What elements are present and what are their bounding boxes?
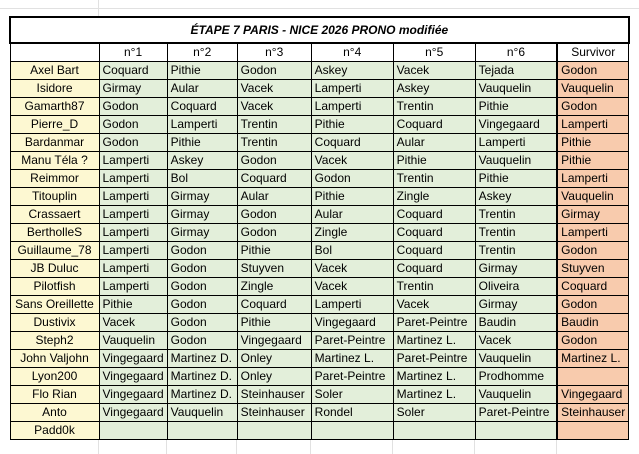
pick-cell[interactable]: Vingegaard: [237, 332, 311, 350]
pick-cell[interactable]: Lamperti: [311, 80, 393, 98]
pick-cell[interactable]: Tejada: [475, 62, 557, 80]
player-name-cell[interactable]: Pilotfish: [10, 278, 99, 296]
pick-cell[interactable]: Martinez L.: [393, 368, 475, 386]
gridline: [310, 440, 311, 454]
pick-cell[interactable]: Pithie: [167, 134, 237, 152]
pick-cell[interactable]: [237, 422, 311, 440]
survivor-cell[interactable]: Girmay: [557, 206, 629, 224]
table-row: [10, 134, 629, 152]
player-name-cell[interactable]: Gamarth87: [10, 98, 99, 116]
pick-cell[interactable]: Trentin: [393, 98, 475, 116]
pick-cell[interactable]: Zingle: [393, 188, 475, 206]
table-row: [10, 260, 629, 278]
player-name-cell[interactable]: JB Duluc: [10, 260, 99, 278]
player-name-cell[interactable]: BertholleS: [10, 224, 99, 242]
pick-cell[interactable]: Vacek: [475, 332, 557, 350]
table-row: [10, 242, 629, 260]
pick-cell[interactable]: Vacek: [311, 260, 393, 278]
pick-cell[interactable]: Vingegaard: [99, 404, 167, 422]
table-row: [10, 422, 629, 440]
pick-cell[interactable]: Vauquelin: [475, 386, 557, 404]
pick-cell[interactable]: Onley: [237, 350, 311, 368]
pick-cell[interactable]: Aular: [237, 188, 311, 206]
pick-cell[interactable]: Martinez D.: [167, 368, 237, 386]
pick-cell[interactable]: Vingegaard: [475, 116, 557, 134]
survivor-cell[interactable]: Steinhauser: [557, 404, 629, 422]
pick-cell[interactable]: [167, 422, 237, 440]
pick-cell[interactable]: Vauquelin: [167, 404, 237, 422]
gridline: [0, 8, 639, 9]
pick-cell[interactable]: Godon: [311, 170, 393, 188]
pick-cell[interactable]: Coquard: [393, 260, 475, 278]
header-cell-pick-1[interactable]: n°1: [99, 43, 167, 62]
player-name-cell[interactable]: Anto: [10, 404, 99, 422]
pick-cell[interactable]: Baudin: [475, 314, 557, 332]
header-cell-pick-4[interactable]: n°4: [311, 43, 393, 62]
pick-cell[interactable]: Godon: [167, 314, 237, 332]
pick-cell[interactable]: Coquard: [393, 242, 475, 260]
player-name-cell[interactable]: Guillaume_78: [10, 242, 99, 260]
survivor-cell[interactable]: Coquard: [557, 278, 629, 296]
pick-cell[interactable]: Godon: [167, 242, 237, 260]
player-name-cell[interactable]: Lyon200: [10, 368, 99, 386]
pick-cell[interactable]: Coquard: [237, 170, 311, 188]
pick-cell[interactable]: Pithie: [311, 116, 393, 134]
pick-cell[interactable]: Martinez D.: [167, 386, 237, 404]
pick-cell[interactable]: Trentin: [237, 116, 311, 134]
player-name-cell[interactable]: Isidore: [10, 80, 99, 98]
pick-cell[interactable]: Godon: [237, 224, 311, 242]
pick-cell[interactable]: Godon: [167, 332, 237, 350]
player-name-cell[interactable]: John Valjohn: [10, 350, 99, 368]
pick-cell[interactable]: Girmay: [99, 80, 167, 98]
pick-cell[interactable]: Pithie: [475, 98, 557, 116]
pick-cell[interactable]: Lamperti: [167, 116, 237, 134]
pick-cell[interactable]: Girmay: [475, 296, 557, 314]
survivor-cell[interactable]: Godon: [557, 62, 629, 80]
pick-cell[interactable]: Lamperti: [99, 188, 167, 206]
survivor-cell[interactable]: [557, 422, 629, 440]
pick-cell[interactable]: Lamperti: [311, 98, 393, 116]
player-name-cell[interactable]: Crassaert: [10, 206, 99, 224]
pick-cell[interactable]: Lamperti: [99, 152, 167, 170]
pick-cell[interactable]: Martinez D.: [167, 350, 237, 368]
pick-cell[interactable]: Vacek: [311, 152, 393, 170]
pick-cell[interactable]: Stuyven: [237, 260, 311, 278]
survivor-cell[interactable]: Godon: [557, 332, 629, 350]
pick-cell[interactable]: Paret-Peintre: [311, 332, 393, 350]
pick-cell[interactable]: Girmay: [475, 260, 557, 278]
pick-cell[interactable]: Vingegaard: [99, 368, 167, 386]
pick-cell[interactable]: Vacek: [237, 80, 311, 98]
table-row: [10, 332, 629, 350]
table-row: [10, 188, 629, 206]
pick-cell[interactable]: Lamperti: [99, 260, 167, 278]
pick-cell[interactable]: Aular: [311, 206, 393, 224]
pick-cell[interactable]: Martinez L.: [393, 332, 475, 350]
survivor-cell[interactable]: Pithie: [557, 134, 629, 152]
pick-cell[interactable]: Lamperti: [99, 224, 167, 242]
title-row: [10, 17, 629, 43]
table-row: [10, 386, 629, 404]
table-row: [10, 278, 629, 296]
pick-cell[interactable]: Paret-Peintre: [393, 314, 475, 332]
player-name-cell[interactable]: Padd0k: [10, 422, 99, 440]
pick-cell[interactable]: Oliveira: [475, 278, 557, 296]
pick-cell[interactable]: Bol: [167, 170, 237, 188]
table-row: [10, 296, 629, 314]
header-row: [10, 43, 629, 62]
pick-cell[interactable]: Paret-Peintre: [475, 404, 557, 422]
pick-cell[interactable]: Askey: [393, 80, 475, 98]
pick-cell[interactable]: Lamperti: [99, 242, 167, 260]
survivor-cell[interactable]: Vingegaard: [557, 386, 629, 404]
pick-cell[interactable]: Godon: [167, 260, 237, 278]
gridline: [556, 440, 557, 454]
header-cell-pick-6[interactable]: n°6: [475, 43, 557, 62]
pick-cell[interactable]: [311, 422, 393, 440]
player-name-cell[interactable]: Pierre_D: [10, 116, 99, 134]
pick-cell[interactable]: Trentin: [393, 170, 475, 188]
pick-cell[interactable]: Girmay: [167, 188, 237, 206]
pick-cell[interactable]: Pithie: [475, 170, 557, 188]
pick-cell[interactable]: Coquard: [393, 206, 475, 224]
player-name-cell[interactable]: Flo Rian: [10, 386, 99, 404]
pick-cell[interactable]: Pithie: [237, 242, 311, 260]
pick-cell[interactable]: Godon: [237, 152, 311, 170]
player-name-cell[interactable]: Steph2: [10, 332, 99, 350]
pick-cell[interactable]: Trentin: [475, 224, 557, 242]
table-row: [10, 170, 629, 188]
player-name-cell[interactable]: Bardanmar: [10, 134, 99, 152]
pick-cell[interactable]: Steinhauser: [237, 404, 311, 422]
header-cell-pick-5[interactable]: n°5: [393, 43, 475, 62]
table-row: [10, 206, 629, 224]
pick-cell[interactable]: Askey: [167, 152, 237, 170]
table-row: [10, 224, 629, 242]
gridline: [474, 440, 475, 454]
player-name-cell[interactable]: Titouplin: [10, 188, 99, 206]
pick-cell[interactable]: Vacek: [393, 62, 475, 80]
pick-cell[interactable]: Martinez L.: [393, 386, 475, 404]
pick-cell[interactable]: Trentin: [475, 206, 557, 224]
survivor-cell[interactable]: Lamperti: [557, 116, 629, 134]
pick-cell[interactable]: Lamperti: [475, 134, 557, 152]
survivor-cell[interactable]: Baudin: [557, 314, 629, 332]
pick-cell[interactable]: Paret-Peintre: [393, 350, 475, 368]
table-row: [10, 98, 629, 116]
table-body: [10, 17, 629, 440]
pick-cell[interactable]: Trentin: [393, 278, 475, 296]
pick-cell[interactable]: Vingegaard: [311, 314, 393, 332]
survivor-cell[interactable]: Godon: [557, 98, 629, 116]
pick-cell[interactable]: Lamperti: [99, 278, 167, 296]
pick-cell[interactable]: Paret-Peintre: [311, 368, 393, 386]
survivor-cell[interactable]: Stuyven: [557, 260, 629, 278]
gridline: [166, 440, 167, 454]
header-cell-pick-2[interactable]: n°2: [167, 43, 237, 62]
pick-cell[interactable]: Godon: [167, 278, 237, 296]
pick-cell[interactable]: Trentin: [475, 242, 557, 260]
pick-cell[interactable]: Soler: [393, 404, 475, 422]
pick-cell[interactable]: Pithie: [237, 314, 311, 332]
player-name-cell[interactable]: Sans Oreillette: [10, 296, 99, 314]
pick-cell[interactable]: Lamperti: [99, 170, 167, 188]
pick-cell[interactable]: Godon: [99, 116, 167, 134]
player-name-cell[interactable]: Dustivix: [10, 314, 99, 332]
pick-cell[interactable]: Vacek: [99, 314, 167, 332]
pick-cell[interactable]: Coquard: [99, 62, 167, 80]
table-row: [10, 80, 629, 98]
pick-cell[interactable]: Coquard: [311, 134, 393, 152]
pick-cell[interactable]: Rondel: [311, 404, 393, 422]
pick-cell[interactable]: Prodhomme: [475, 368, 557, 386]
pick-cell[interactable]: Trentin: [237, 134, 311, 152]
pick-cell[interactable]: Pithie: [167, 62, 237, 80]
pick-cell[interactable]: Onley: [237, 368, 311, 386]
survivor-cell[interactable]: Pithie: [557, 152, 629, 170]
gridline: [236, 440, 237, 454]
pick-cell[interactable]: Steinhauser: [237, 386, 311, 404]
table-row: [10, 314, 629, 332]
pick-cell[interactable]: Bol: [311, 242, 393, 260]
survivor-cell[interactable]: Lamperti: [557, 224, 629, 242]
pick-cell[interactable]: Godon: [237, 62, 311, 80]
pick-cell[interactable]: Martinez L.: [311, 350, 393, 368]
pick-cell[interactable]: Vacek: [237, 98, 311, 116]
pick-cell[interactable]: Vingegaard: [99, 350, 167, 368]
pick-cell[interactable]: Vauquelin: [99, 332, 167, 350]
pick-cell[interactable]: [475, 422, 557, 440]
pick-cell[interactable]: Aular: [393, 134, 475, 152]
pick-cell[interactable]: Coquard: [393, 116, 475, 134]
pick-cell[interactable]: Pithie: [311, 188, 393, 206]
survivor-cell[interactable]: Martinez L.: [557, 350, 629, 368]
gridline: [98, 440, 99, 454]
pick-cell[interactable]: Vauquelin: [475, 152, 557, 170]
pick-cell[interactable]: Askey: [311, 62, 393, 80]
table-row: [10, 152, 629, 170]
pick-cell[interactable]: Zingle: [311, 224, 393, 242]
survivor-cell[interactable]: Vauquelin: [557, 188, 629, 206]
pick-cell[interactable]: Godon: [99, 98, 167, 116]
pick-cell[interactable]: Zingle: [237, 278, 311, 296]
table-row: [10, 116, 629, 134]
table-row: [10, 350, 629, 368]
pick-cell[interactable]: Godon: [167, 296, 237, 314]
pick-cell[interactable]: Pithie: [99, 296, 167, 314]
pick-cell[interactable]: Vingegaard: [99, 386, 167, 404]
pick-cell[interactable]: Godon: [237, 206, 311, 224]
pick-cell[interactable]: Lamperti: [99, 206, 167, 224]
survivor-cell[interactable]: [557, 368, 629, 386]
table-row: [10, 368, 629, 386]
pick-cell[interactable]: Vacek: [393, 296, 475, 314]
table-row: [10, 62, 629, 80]
pick-cell[interactable]: Aular: [167, 80, 237, 98]
pick-cell[interactable]: Girmay: [167, 224, 237, 242]
pick-cell[interactable]: Vacek: [311, 278, 393, 296]
survivor-cell[interactable]: Lamperti: [557, 170, 629, 188]
survivor-cell[interactable]: Godon: [557, 296, 629, 314]
pick-cell[interactable]: Vauquelin: [475, 350, 557, 368]
pick-cell[interactable]: Girmay: [167, 206, 237, 224]
player-name-cell[interactable]: Manu Téla ?: [10, 152, 99, 170]
pick-cell[interactable]: Lamperti: [311, 296, 393, 314]
gridline: [98, 0, 99, 16]
header-cell-empty[interactable]: [10, 43, 99, 62]
pick-cell[interactable]: [99, 422, 167, 440]
header-cell-survivor[interactable]: Survivor: [557, 43, 629, 62]
pick-cell[interactable]: Godon: [99, 134, 167, 152]
survivor-cell[interactable]: Vauquelin: [557, 80, 629, 98]
pick-cell[interactable]: Coquard: [167, 98, 237, 116]
table-row: [10, 404, 629, 422]
sheet-title[interactable]: ÉTAPE 7 PARIS - NICE 2026 PRONO modifiée: [10, 17, 629, 43]
pick-cell[interactable]: Vauquelin: [475, 80, 557, 98]
survivor-cell[interactable]: Godon: [557, 242, 629, 260]
pick-cell[interactable]: Askey: [475, 188, 557, 206]
player-name-cell[interactable]: Axel Bart: [10, 62, 99, 80]
player-name-cell[interactable]: Reimmor: [10, 170, 99, 188]
prono-table: [9, 16, 630, 440]
pick-cell[interactable]: Coquard: [237, 296, 311, 314]
pick-cell[interactable]: [393, 422, 475, 440]
pick-cell[interactable]: Soler: [311, 386, 393, 404]
pick-cell[interactable]: Coquard: [393, 224, 475, 242]
header-cell-pick-3[interactable]: n°3: [237, 43, 311, 62]
gridline: [392, 440, 393, 454]
pick-cell[interactable]: Pithie: [393, 152, 475, 170]
